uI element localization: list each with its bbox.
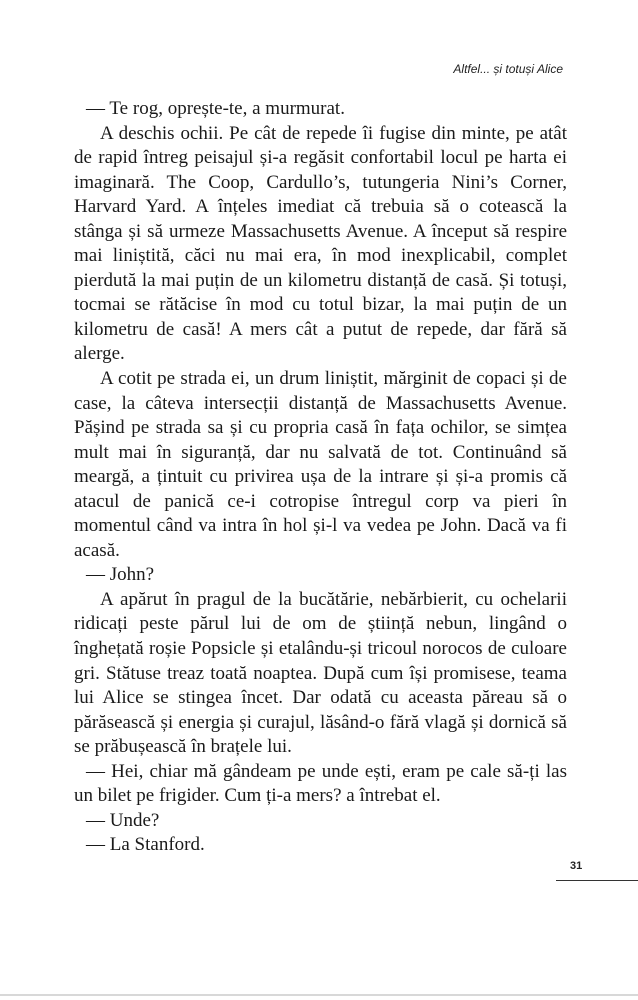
running-header: Altfel... și totuși Alice [453, 62, 563, 76]
paragraph: A deschis ochii. Pe cât de repede îi fugise din minte, pe atât de rapid întreg peisajul și-a regăsit confortabil locul pe harta ei imaginară. The Coop, Cardullo’s, tutungeria Nini’s Corner, Harvard Yard. A înțeles imediat că trebuia să o cotească la stânga și să urmeze Massachusetts Avenue. A început să respire mai liniștită, căci nu mai era, în mod inexplicabil, complet pierdută la mai puțin de un kilometru distanță de casă. Și totuși, tocmai se rătăcise în mod cu totul bizar, la mai puțin de un kilometru de casă! A mers cât a putut de repede, dar fără să alerge. [74, 122, 567, 365]
paragraph: — Hei, chiar mă gândeam pe unde ești, eram pe cale să-ți las un bilet pe frigider. Cum ți-a mers? a întrebat el. [74, 760, 567, 807]
page-number: 31 [570, 860, 583, 872]
paragraph: A apărut în pragul de la bucătărie, nebărbierit, cu ochelarii ridicați peste părul lui de om de știință nebun, lingând o înghețată roșie Popsicle și etalându-și tricoul norocos de culoare gri. Stătuse treaz toată noaptea. După cum își promisese, teama lui Alice se stingea încet. Dar odată cu aceasta păreau să o părăsească și energia și curajul, lăsând-o fără vlagă și dornică să se prăbușească în brațele lui. [74, 588, 567, 758]
paragraph: A cotit pe strada ei, un drum liniștit, mărginit de copaci și de case, la câteva intersecții distanță de Massachusetts Avenue. Pășind pe strada sa și cu propria casă în fața ochilor, se simțea mult mai în siguranță, dar nu salvată de tot. Continuând să meargă, a țintuit cu privirea ușa de la intrare și și-a promis că atacul de panică ce-i cotropise întregul corp va pieri în momentul când va intra în hol și-l va vedea pe John. Dacă va fi acasă. [74, 368, 567, 561]
paragraph: — Unde? [86, 809, 160, 831]
paragraph: — Te rog, oprește-te, a murmurat. [86, 98, 345, 119]
footer-rule [556, 880, 638, 881]
body-text [74, 97, 567, 858]
page-edge [0, 994, 638, 996]
paragraph: — La Stanford. [86, 834, 205, 856]
paragraph: — John? [86, 564, 155, 586]
